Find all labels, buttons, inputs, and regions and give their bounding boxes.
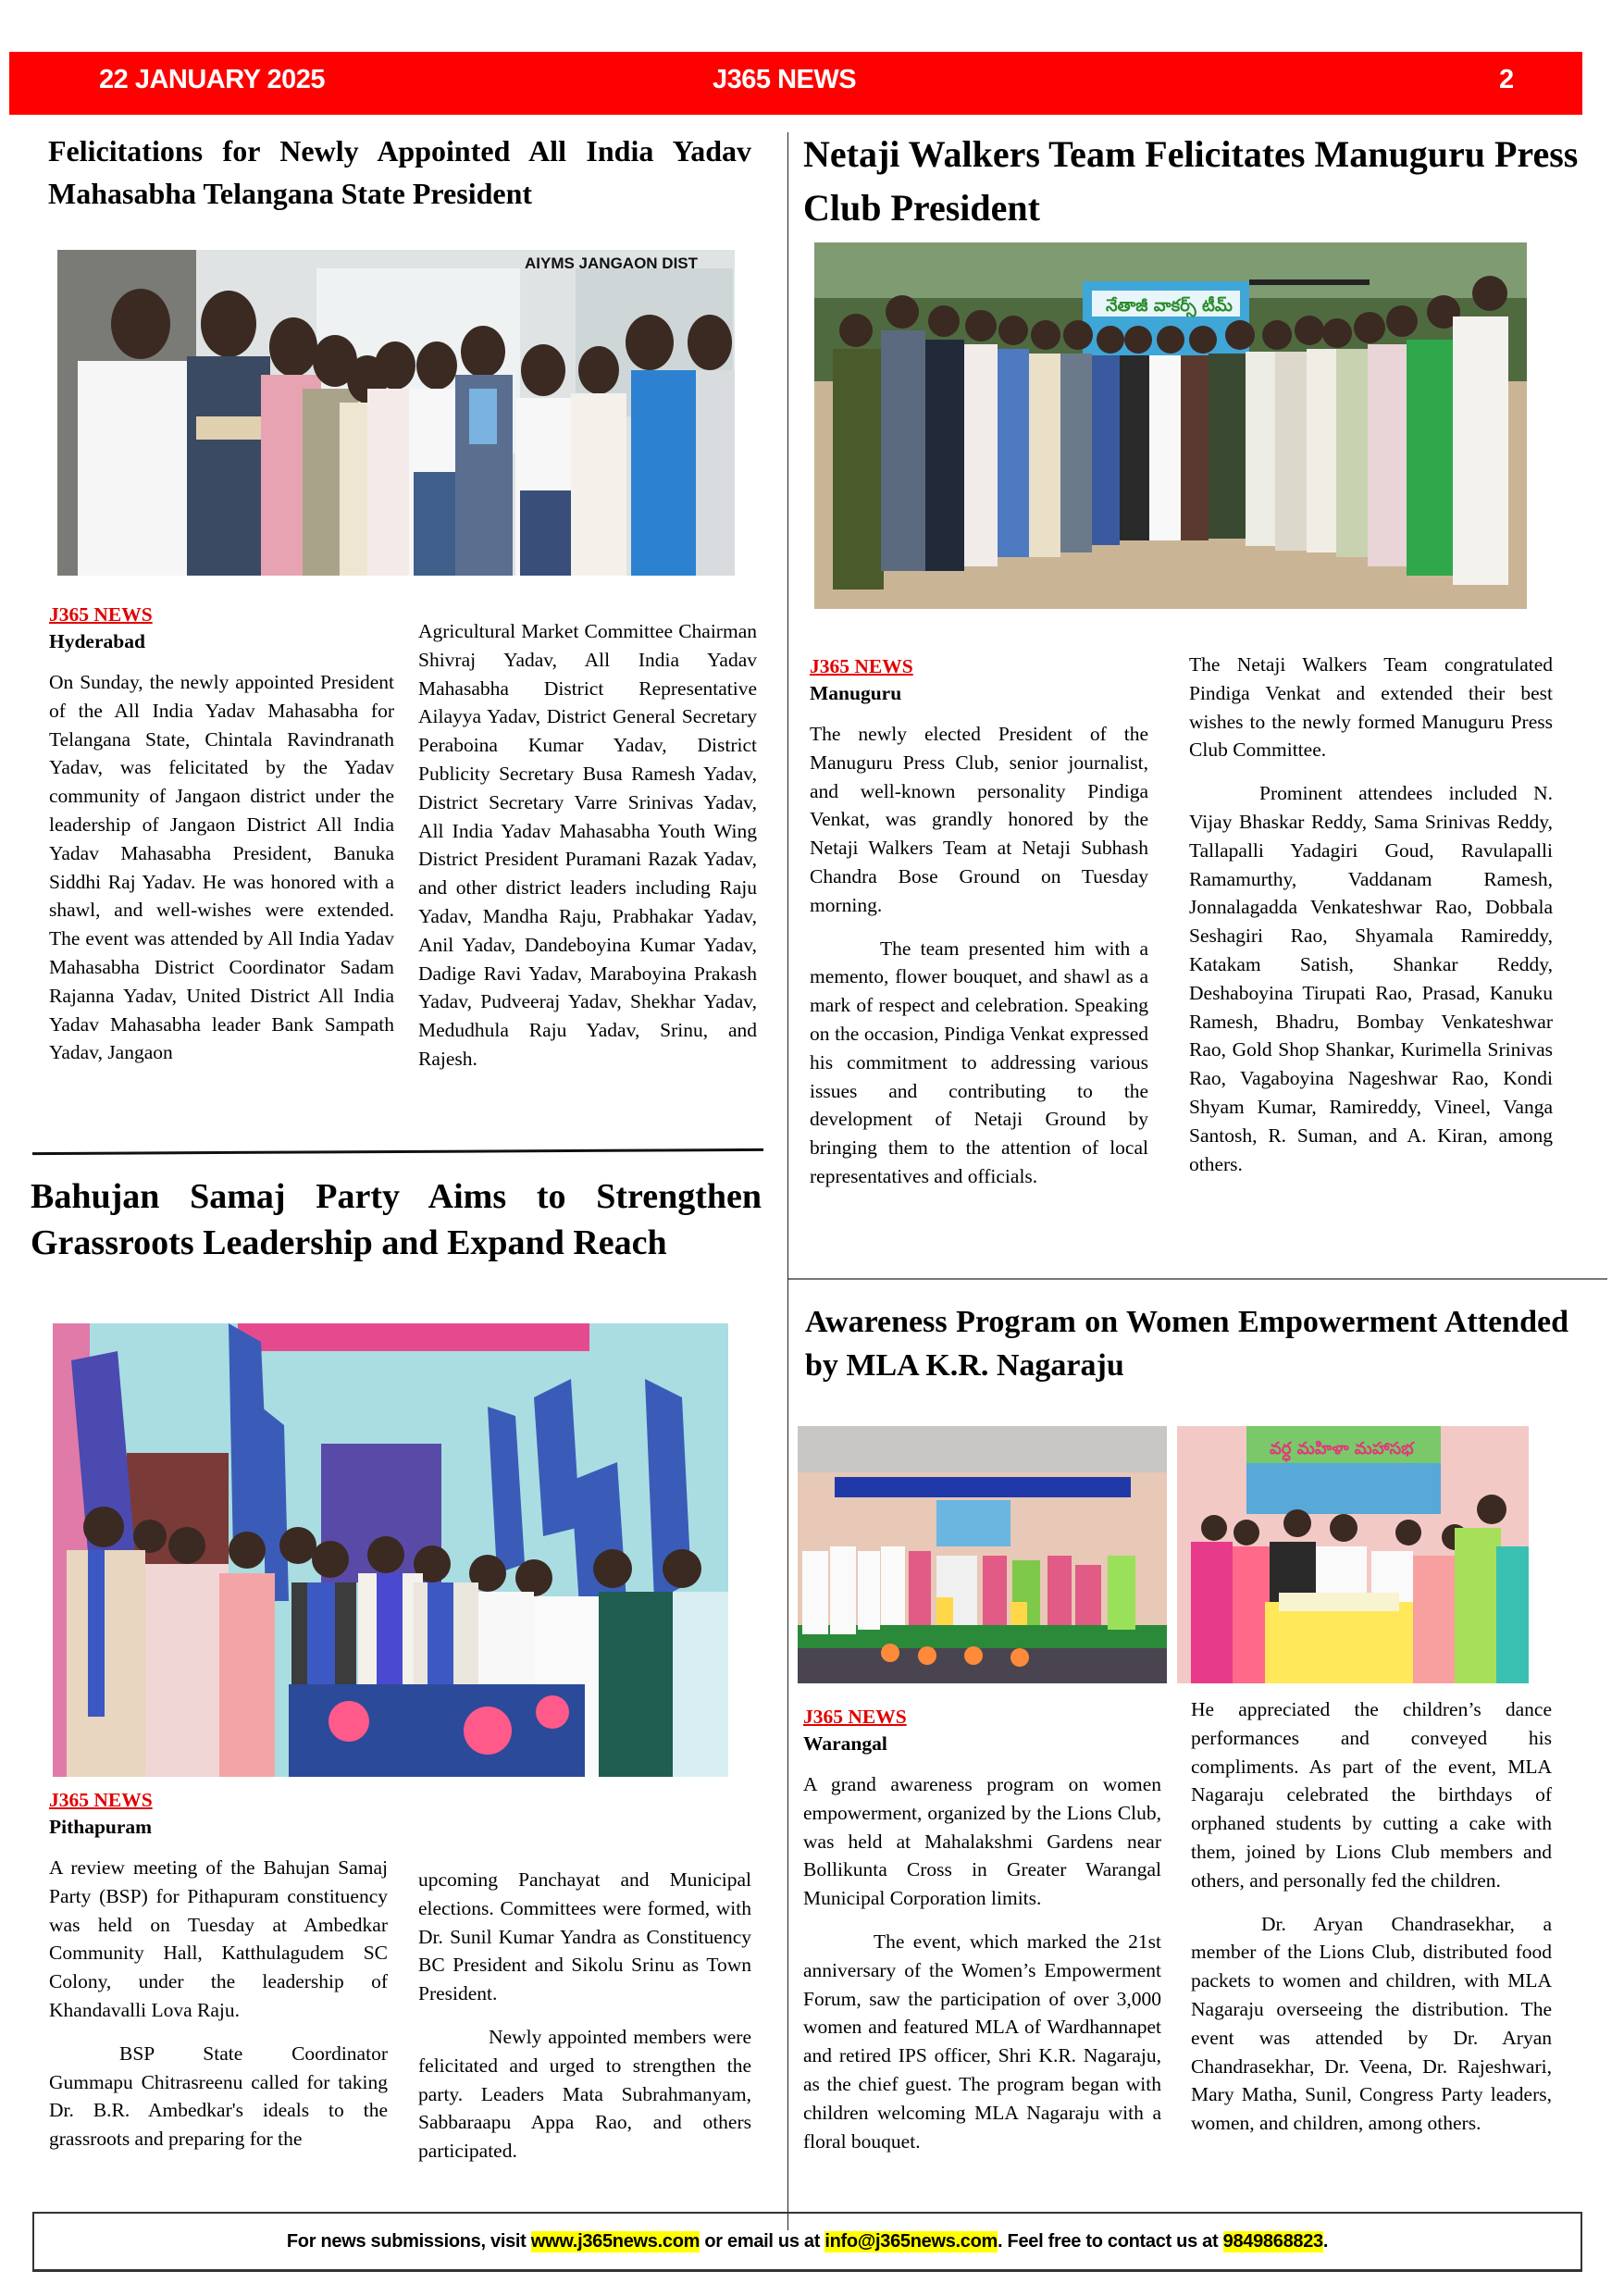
article-women-column-2 bbox=[1191, 1695, 1552, 2153]
svg-text:AIYMS JANGAON DIST: AIYMS JANGAON DIST bbox=[525, 254, 699, 272]
byline-location: Manuguru bbox=[810, 682, 902, 704]
photo-group-image-icon bbox=[798, 1426, 1167, 1683]
article-women-column-1 bbox=[803, 1704, 1161, 2170]
article-paragraph: A review meeting of the Bahujan Samaj Party (BSP) for Pithapuram constituency was held on Tuesday at Ambedkar Community Hall, Katthulagudem SC Colony, under the leadership of Khandavalli Lova Raju. bbox=[49, 1856, 388, 2021]
article-headline-netaji: Netaji Walkers Team Felicitates Manuguru Press Club President bbox=[803, 133, 1579, 229]
article-netaji-column-1 bbox=[810, 653, 1148, 1206]
article-netaji-column-2 bbox=[1189, 651, 1553, 1193]
photo-women-empowerment-group bbox=[798, 1426, 1167, 1683]
article-bsp-column-2 bbox=[418, 1866, 751, 2180]
section-rule bbox=[788, 1278, 1607, 1280]
article-paragraph: Newly appointed members were felicitated and urged to strengthen the party. Leaders Mata Subrahmanyam, Sabbaraapu Appa Rao, and others participated. bbox=[418, 2025, 751, 2163]
article-paragraph: The Netaji Walkers Team congratulated Pindiga Venkat and extended their best wishes to the newly formed Manuguru Press Club Committee. bbox=[1189, 653, 1553, 762]
byline-location: Warangal bbox=[803, 1732, 887, 1755]
photo-yadav-felicitation bbox=[57, 250, 735, 576]
photo-bsp-image-icon bbox=[53, 1323, 728, 1777]
footer-email-link[interactable]: info@j365news.com bbox=[824, 2230, 998, 2252]
article-paragraph: The newly elected President of the Manuguru Press Club, senior journalist, and well-known personality Pindiga Venkat, was grandly honored by the Netaji Walkers Team at Netaji Subhash Chandra Bose Ground on Tuesday morning. bbox=[810, 723, 1148, 916]
article-paragraph: Agricultural Market Committee Chairman Shivraj Yadav, All India Yadav Mahasabha District Representative Ailayya Yadav, District General Secretary Peraboina Kumar Yadav, District Publicity Secretary Busa Ramesh Yadav, District Secretary Varre Srinivas Yadav, All India Yadav Mahasabha Youth Wing District President Puramani Razak Yadav, and other district leaders including Raju Yadav, Mandha Raju, Prabhakar Yadav, Anil Yadav, Dandeboyina Kumar Yadav, Dadige Ravi Yadav, Maraboyina Prakash Yadav, Pudveeraj Yadav, Shekhar Yadav, Medudhula Raju Yadav, Srinu, and Rajesh. bbox=[418, 620, 757, 1070]
photo-cake-image-icon bbox=[1177, 1426, 1529, 1683]
footer-text: . bbox=[1322, 2230, 1329, 2252]
article-paragraph: Prominent attendees included N. Vijay Bhaskar Reddy, Sama Srinivas Reddy, Tallapalli Yadagiri Goud, Ravulapalli Ramamurthy, Vaddanam Ramesh, Jonnalagadda Venkateshwar Rao, Dobbala Seshagiri Rao, Shyamala Ramireddy, Katakam Satish, Shankar Reddy, Deshaboyina Tirupati Rao, Prasad, Kanuku Ramesh, Bhadru, Bombay Venkateshwar Rao, Gold Shop Shankar, Kurimella Srinivas Rao, Vagaboyina Nageshwar Rao, Kondi Shyam Kumar, Ramireddy, Vineel, Vanga Santosh, R. Suman, and A. Kiran, among others. bbox=[1189, 782, 1553, 1175]
byline-brand: J365 NEWS bbox=[49, 1789, 153, 1811]
article-paragraph: The team presented him with a memento, flower bouquet, and shawl as a mark of respect and celebration. Speaking on the occasion, Pindiga Venkat expressed his commitment to addressing various issues and contributing to the development of Netaji Ground by bringing them to the attention of local representatives and officials. bbox=[810, 937, 1148, 1187]
footer-phone-link[interactable]: 9849868823 bbox=[1222, 2230, 1323, 2252]
article-paragraph: A grand awareness program on women empowerment, organized by the Lions Club, was held at Mahalakshmi Gardens near Bollikunta Cross in Greater Warangal Municipal Corporation limits. bbox=[803, 1773, 1161, 1910]
byline-location: Pithapuram bbox=[49, 1816, 153, 1838]
article-paragraph: He appreciated the children’s dance performances and conveyed his compliments. As part of the event, MLA Nagaraju celebrated the birthdays of orphaned students by cutting a cake with them, joined by Lions Club members and others, and personally fed the children. bbox=[1191, 1698, 1552, 1892]
byline-location: Hyderabad bbox=[49, 630, 145, 652]
photo-netaji-image-icon bbox=[814, 242, 1527, 609]
svg-text:నేతాజీ వాకర్స్ టీమ్: నేతాజీ వాకర్స్ టీమ్ bbox=[1106, 296, 1233, 316]
photo-netaji-walkers bbox=[814, 242, 1527, 609]
photo-yadav-image-icon bbox=[57, 250, 735, 576]
article-headline-women-empowerment: Awareness Program on Women Empowerment Attended by MLA K.R. Nagaraju bbox=[805, 1305, 1568, 1383]
article-yadav-column-1 bbox=[49, 602, 394, 1082]
section-rule bbox=[32, 1148, 763, 1155]
publication-title: J365 NEWS bbox=[713, 65, 857, 94]
byline-brand: J365 NEWS bbox=[810, 655, 913, 677]
footer-website-link[interactable]: www.j365news.com bbox=[530, 2230, 700, 2252]
column-divider bbox=[787, 132, 788, 2230]
article-headline-bsp: Bahujan Samaj Party Aims to Strengthen Grassroots Leadership and Expand Reach bbox=[31, 1177, 762, 1262]
article-yadav-column-2 bbox=[418, 617, 757, 1088]
byline-brand: J365 NEWS bbox=[49, 603, 153, 626]
article-paragraph: Dr. Aryan Chandrasekhar, a member of the Lions Club, distributed food packets to women and children, with MLA Nagaraju overseeing the distribution. The event was attended by Dr. Aryan Chandrasekhar, Dr. Veena, Dr. Rajeshwari, Mary Matha, Sunil, Congress Party leaders, women, and children, among others. bbox=[1191, 1912, 1552, 2135]
article-paragraph: On Sunday, the newly appointed President of the All India Yadav Mahasabha for Telangana State, Chintala Ravindranath Yadav, was felicitated by the Yadav community of Jangaon district under the leadership of Jangaon District All India Yadav Mahasabha President, Banuka Siddhi Raj Yadav. He was honored with a shawl, and well-wishes were extended. The event was attended by All India Yadav Mahasabha District Coordinator Sadam Rajanna Yadav, United District All India Yadav Mahasabha leader Bank Sampath Yadav, Jangaon bbox=[49, 671, 394, 1064]
article-paragraph: The event, which marked the 21st anniversary of the Women’s Empowerment Forum, saw the participation of over 3,000 women and featured MLA of Wardhannapet and retired IPS officer, Shri K.R. Nagaraju, as the chief guest. The program began with children welcoming MLA Nagaraju with a floral bouquet. bbox=[803, 1930, 1161, 2153]
footer-contact-bar bbox=[32, 2212, 1582, 2272]
article-paragraph: BSP State Coordinator Gummapu Chitrasreenu called for taking Dr. B.R. Ambedkar's ideals to the grassroots and preparing for the bbox=[49, 2042, 388, 2151]
byline-brand: J365 NEWS bbox=[803, 1706, 907, 1728]
article-paragraph: upcoming Panchayat and Municipal elections. Committees were formed, with Dr. Sunil Kumar Yandra as Constituency BC President and Sikolu Srinu as Town President. bbox=[418, 1868, 751, 2005]
article-bsp-column-1 bbox=[49, 1787, 388, 2153]
footer-text: For news submissions, visit bbox=[286, 2230, 531, 2252]
photo-bsp-meeting bbox=[53, 1323, 728, 1777]
photo-women-empowerment-cake bbox=[1177, 1426, 1529, 1683]
page-number: 2 bbox=[1499, 65, 1514, 94]
issue-date: 22 JANUARY 2025 bbox=[99, 65, 325, 94]
footer-text: or email us at bbox=[700, 2230, 825, 2252]
svg-text:వర్ధ మహిళా మహాసభ: వర్ధ మహిళా మహాసభ bbox=[1270, 1439, 1414, 1458]
masthead-bar bbox=[9, 52, 1582, 115]
article-headline-yadav: Felicitations for Newly Appointed All India Yadav Mahasabha Telangana State President bbox=[48, 134, 751, 210]
footer-text: . Feel free to contact us at bbox=[998, 2230, 1223, 2252]
